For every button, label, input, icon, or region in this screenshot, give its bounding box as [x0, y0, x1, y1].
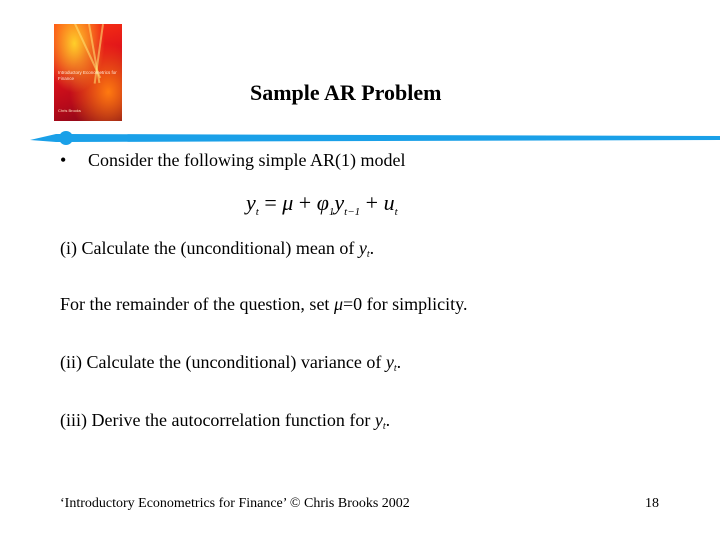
note-after: =0 for simplicity.: [342, 294, 468, 314]
page-number: 18: [645, 496, 659, 511]
bullet-text: Consider the following simple AR(1) model: [88, 150, 406, 170]
note-before: For the remainder of the question, set: [60, 294, 334, 314]
note-line: [60, 294, 467, 315]
eq-u: u: [383, 190, 395, 215]
book-cover-author: Chris Brooks: [58, 108, 81, 113]
eq-phi-sub: 1: [328, 206, 335, 218]
eq-phi: φ: [316, 190, 329, 215]
ar1-equation: [246, 190, 398, 218]
eq-plus-1: +: [293, 190, 317, 215]
book-cover-title: Introductory Econometrics for Finance: [58, 70, 117, 81]
eq-equals: =: [258, 190, 283, 215]
q3-var: y: [374, 410, 383, 430]
footer-citation: ‘Introductory Econometrics for Finance’ © Chris Brooks 2002: [60, 496, 410, 511]
q1-var: y: [358, 238, 367, 258]
q3-end: .: [385, 410, 391, 430]
eq-plus-2: +: [360, 190, 384, 215]
bullet-icon: •: [60, 150, 67, 170]
eq-y-lag: y: [334, 190, 345, 215]
underline-dot: [59, 131, 73, 145]
eq-u-sub: t: [394, 206, 398, 218]
q1-text: (i) Calculate the (unconditional) mean of: [60, 238, 359, 258]
eq-y-sub: t: [255, 206, 259, 218]
underline-bar: [30, 134, 720, 142]
q2-text: (ii) Calculate the (unconditional) variance of: [60, 352, 386, 372]
eq-y: y: [246, 190, 256, 215]
q2-sub: t: [393, 363, 397, 374]
q2-end: .: [396, 352, 402, 372]
note-mu: μ: [333, 294, 343, 314]
slide-title: Sample AR Problem: [250, 80, 442, 105]
q3-text: (iii) Derive the autocorrelation function for: [60, 410, 375, 430]
question-1: [60, 238, 374, 260]
eq-y-lag-sub: t−1: [344, 206, 361, 218]
question-2: [60, 352, 401, 374]
bullet-item: [60, 150, 405, 171]
q1-end: .: [369, 238, 375, 258]
eq-mu: μ: [282, 190, 294, 215]
q3-sub: t: [382, 421, 386, 432]
q1-sub: t: [366, 249, 370, 260]
title-underline: [0, 0, 720, 160]
q2-var: y: [385, 352, 394, 372]
question-3: [60, 410, 390, 432]
